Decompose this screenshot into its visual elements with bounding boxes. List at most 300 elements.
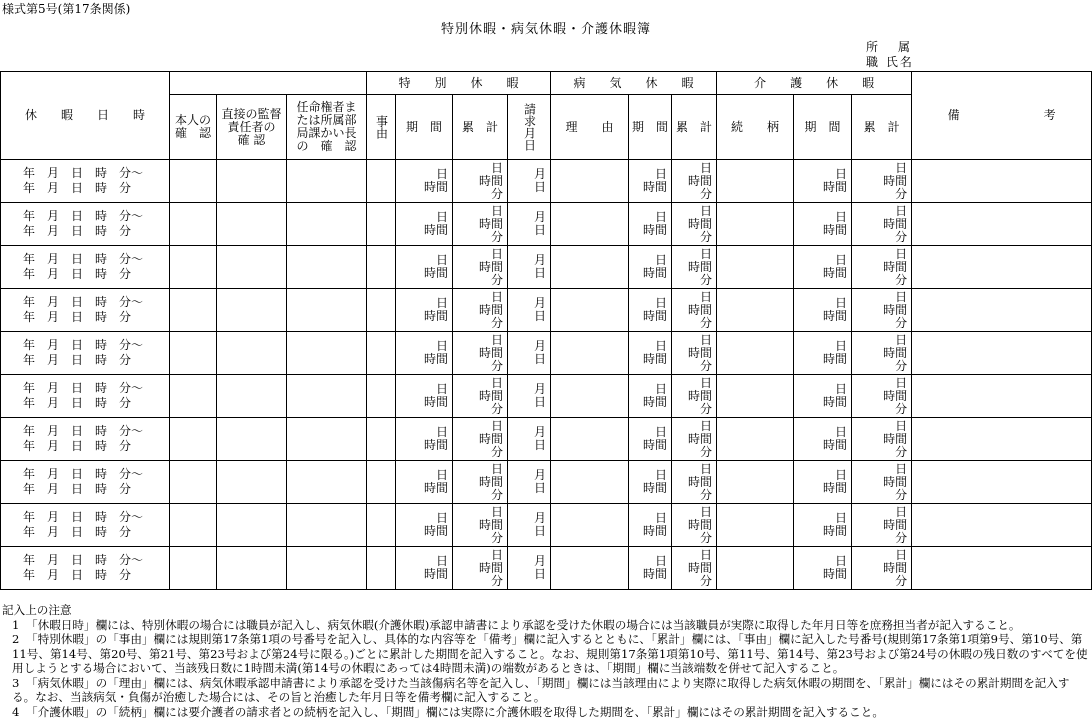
remarks-cell[interactable] <box>912 332 1092 375</box>
unit-hour_time: 時間 <box>424 180 449 194</box>
care-period-cell[interactable] <box>794 246 852 289</box>
unit-month: 月 <box>534 554 547 568</box>
appointer-confirm-cell[interactable] <box>287 160 367 203</box>
note-number: 3 <box>12 675 20 690</box>
datetime-from: 年 月 日 時 分～ <box>23 467 144 481</box>
appointer-confirm-cell[interactable] <box>287 375 367 418</box>
unit-hour_time: 時間 <box>688 474 713 489</box>
datetime-to: 年 月 日 時 分 <box>23 181 132 195</box>
sick-period-cell[interactable] <box>629 332 672 375</box>
self-confirm-cell[interactable] <box>170 418 217 461</box>
unit-day: 日 <box>700 461 713 476</box>
leave-datetime-cell[interactable] <box>1 418 170 461</box>
appointer-confirm-cell[interactable] <box>287 547 367 590</box>
special-period-cell[interactable] <box>396 418 453 461</box>
table-row <box>1 547 1092 590</box>
unit-hour_time: 時間 <box>424 352 449 366</box>
sick-period-cell[interactable] <box>629 461 672 504</box>
unit-month: 月 <box>534 210 547 224</box>
unit-day: 日 <box>700 375 713 390</box>
unit-hour_time: 時間 <box>424 481 449 495</box>
care-cumulative-cell-units <box>852 420 911 459</box>
header-special-cumulative: 累 計 <box>453 95 508 160</box>
sick-period-cell-units <box>629 383 671 409</box>
datetime-to: 年 月 日 時 分 <box>23 310 132 324</box>
care-period-cell[interactable] <box>794 289 852 332</box>
sick-cumulative-cell[interactable] <box>672 461 717 504</box>
care-period-cell[interactable] <box>794 332 852 375</box>
special-cumulative-cell-units <box>453 291 507 330</box>
special-cumulative-cell[interactable] <box>453 289 508 332</box>
care-cumulative-cell[interactable] <box>852 547 912 590</box>
appointer-confirm-cell[interactable] <box>287 461 367 504</box>
unit-minute: 分 <box>895 272 908 287</box>
sick-reason-cell[interactable] <box>551 203 629 246</box>
unit-day: 日 <box>436 425 449 439</box>
unit-minute: 分 <box>700 401 713 416</box>
special-cumulative-cell[interactable] <box>453 375 508 418</box>
supervisor-confirm-cell[interactable] <box>217 246 287 289</box>
datetime-from: 年 月 日 時 分～ <box>23 338 144 352</box>
unit-minute: 分 <box>491 573 504 588</box>
special-cumulative-cell[interactable] <box>453 504 508 547</box>
special-period-cell[interactable] <box>396 332 453 375</box>
unit-day: 日 <box>655 167 668 181</box>
datetime-to: 年 月 日 時 分 <box>23 267 132 281</box>
unit-day: 日 <box>655 382 668 396</box>
claim-month-day-cell[interactable] <box>508 289 551 332</box>
reason-code-cell[interactable] <box>367 332 396 375</box>
header-remarks: 備 考 <box>912 72 1092 160</box>
sick-period-cell[interactable] <box>629 418 672 461</box>
unit-day: 日 <box>835 511 848 525</box>
claim-month-day-cell[interactable] <box>508 461 551 504</box>
unit-day: 日 <box>436 167 449 181</box>
supervisor-confirm-cell[interactable] <box>217 375 287 418</box>
unit-day: 日 <box>700 547 713 562</box>
unit-day: 日 <box>835 554 848 568</box>
remarks-cell[interactable] <box>912 246 1092 289</box>
claim-month-day-cell[interactable] <box>508 160 551 203</box>
unit-minute: 分 <box>895 401 908 416</box>
special-period-cell[interactable] <box>396 504 453 547</box>
unit-hour_time: 時間 <box>479 259 504 274</box>
sick-cumulative-cell[interactable] <box>672 160 717 203</box>
appointer-confirm-cell[interactable] <box>287 246 367 289</box>
sick-reason-cell[interactable] <box>551 375 629 418</box>
care-cumulative-cell[interactable] <box>852 461 912 504</box>
datetime-from: 年 月 日 時 分～ <box>23 166 144 180</box>
appointer-confirm-cell[interactable] <box>287 332 367 375</box>
unit-hour_time: 時間 <box>883 216 908 231</box>
self-confirm-cell[interactable] <box>170 375 217 418</box>
care-period-cell[interactable] <box>794 461 852 504</box>
care-cumulative-cell-units <box>852 291 911 330</box>
unit-hour_time: 時間 <box>643 266 668 280</box>
unit-day: 日 <box>655 296 668 310</box>
unit-hour_time: 時間 <box>883 431 908 446</box>
sick-period-cell[interactable] <box>629 160 672 203</box>
special-period-cell[interactable] <box>396 203 453 246</box>
unit-hour_time: 時間 <box>688 431 713 446</box>
sick-reason-cell[interactable] <box>551 547 629 590</box>
sick-cumulative-cell[interactable] <box>672 547 717 590</box>
unit-hour_time: 時間 <box>479 216 504 231</box>
sick-cumulative-cell-units <box>672 248 716 287</box>
supervisor-confirm-cell[interactable] <box>217 203 287 246</box>
special-period-cell-units <box>396 512 452 538</box>
sick-reason-cell[interactable] <box>551 160 629 203</box>
care-relation-cell[interactable] <box>717 547 794 590</box>
care-period-cell[interactable] <box>794 418 852 461</box>
remarks-cell[interactable] <box>912 547 1092 590</box>
unit-hour_time: 時間 <box>424 266 449 280</box>
supervisor-confirm-cell[interactable] <box>217 332 287 375</box>
special-period-cell[interactable] <box>396 289 453 332</box>
leave-datetime-cell[interactable] <box>1 547 170 590</box>
datetime-to: 年 月 日 時 分 <box>23 482 132 496</box>
sick-period-cell[interactable] <box>629 289 672 332</box>
unit-minute: 分 <box>491 401 504 416</box>
unit-hour_time: 時間 <box>479 173 504 188</box>
remarks-cell[interactable] <box>912 418 1092 461</box>
unit-day: 日 <box>835 425 848 439</box>
care-period-cell[interactable] <box>794 203 852 246</box>
unit-hour_time: 時間 <box>424 395 449 409</box>
sick-cumulative-cell[interactable] <box>672 418 717 461</box>
claim-month-day-cell-units <box>508 469 550 495</box>
note-number: 1 <box>12 617 20 632</box>
claim-month-day-cell[interactable] <box>508 332 551 375</box>
care-relation-cell[interactable] <box>717 203 794 246</box>
unit-minute: 分 <box>895 573 908 588</box>
sick-reason-cell[interactable] <box>551 289 629 332</box>
header-appointer-confirm: 任命権者または所属部局課かい長の 確 認 <box>287 95 367 160</box>
care-relation-cell[interactable] <box>717 289 794 332</box>
care-cumulative-cell[interactable] <box>852 160 912 203</box>
leave-datetime-cell[interactable] <box>1 160 170 203</box>
unit-day: 日 <box>436 296 449 310</box>
sick-period-cell-units <box>629 426 671 452</box>
care-period-cell-units <box>794 297 851 323</box>
unit-minute: 分 <box>895 487 908 502</box>
reason-code-cell[interactable] <box>367 461 396 504</box>
unit-day: 日 <box>534 567 547 581</box>
unit-day: 日 <box>895 547 908 562</box>
unit-day: 日 <box>655 468 668 482</box>
care-relation-cell[interactable] <box>717 461 794 504</box>
leave-register-table <box>0 71 1092 590</box>
sick-period-cell[interactable] <box>629 504 672 547</box>
claim-month-day-cell[interactable] <box>508 504 551 547</box>
unit-month: 月 <box>534 296 547 310</box>
unit-minute: 分 <box>895 358 908 373</box>
leave-datetime-text <box>1 295 169 325</box>
datetime-to: 年 月 日 時 分 <box>23 353 132 367</box>
leave-datetime-text <box>1 338 169 368</box>
leave-datetime-cell[interactable] <box>1 461 170 504</box>
unit-minute: 分 <box>491 315 504 330</box>
unit-day: 日 <box>835 167 848 181</box>
leave-datetime-cell[interactable] <box>1 332 170 375</box>
care-period-cell-units <box>794 426 851 452</box>
special-period-cell[interactable] <box>396 246 453 289</box>
special-cumulative-cell[interactable] <box>453 461 508 504</box>
reason-code-cell[interactable] <box>367 418 396 461</box>
unit-hour_time: 時間 <box>643 309 668 323</box>
unit-day: 日 <box>491 332 504 347</box>
leave-datetime-cell[interactable] <box>1 246 170 289</box>
special-period-cell-units <box>396 254 452 280</box>
special-cumulative-cell[interactable] <box>453 332 508 375</box>
leave-datetime-cell[interactable] <box>1 203 170 246</box>
unit-day: 日 <box>835 339 848 353</box>
datetime-from: 年 月 日 時 分～ <box>23 510 144 524</box>
care-cumulative-cell[interactable] <box>852 203 912 246</box>
remarks-cell[interactable] <box>912 461 1092 504</box>
unit-day: 日 <box>491 504 504 519</box>
reason-code-cell[interactable] <box>367 504 396 547</box>
unit-hour_time: 時間 <box>424 438 449 452</box>
remarks-cell[interactable] <box>912 203 1092 246</box>
datetime-to: 年 月 日 時 分 <box>23 224 132 238</box>
leave-datetime-cell[interactable] <box>1 375 170 418</box>
claim-month-day-cell[interactable] <box>508 246 551 289</box>
self-confirm-cell[interactable] <box>170 547 217 590</box>
sick-period-cell[interactable] <box>629 375 672 418</box>
sick-reason-cell[interactable] <box>551 504 629 547</box>
leave-datetime-cell[interactable] <box>1 504 170 547</box>
unit-day: 日 <box>700 504 713 519</box>
unit-day: 日 <box>895 203 908 218</box>
unit-hour_time: 時間 <box>643 395 668 409</box>
special-period-cell-units <box>396 168 452 194</box>
care-relation-cell[interactable] <box>717 418 794 461</box>
supervisor-confirm-cell[interactable] <box>217 289 287 332</box>
special-period-cell[interactable] <box>396 547 453 590</box>
special-cumulative-cell[interactable] <box>453 246 508 289</box>
care-cumulative-cell[interactable] <box>852 504 912 547</box>
datetime-to: 年 月 日 時 分 <box>23 525 132 539</box>
unit-hour_time: 時間 <box>688 345 713 360</box>
sick-cumulative-cell[interactable] <box>672 332 717 375</box>
care-cumulative-cell[interactable] <box>852 246 912 289</box>
unit-day: 日 <box>491 375 504 390</box>
special-cumulative-cell[interactable] <box>453 418 508 461</box>
care-period-cell-units <box>794 469 851 495</box>
reason-code-cell[interactable] <box>367 246 396 289</box>
unit-hour_time: 時間 <box>643 567 668 581</box>
special-period-cell-units <box>396 555 452 581</box>
self-confirm-cell[interactable] <box>170 160 217 203</box>
reason-code-cell[interactable] <box>367 375 396 418</box>
unit-hour_time: 時間 <box>823 438 848 452</box>
unit-month: 月 <box>534 253 547 267</box>
care-cumulative-cell-units <box>852 549 911 588</box>
sick-cumulative-cell-units <box>672 205 716 244</box>
sick-cumulative-cell[interactable] <box>672 246 717 289</box>
claim-month-day-cell-units <box>508 383 550 409</box>
supervisor-confirm-cell[interactable] <box>217 504 287 547</box>
self-confirm-cell[interactable] <box>170 461 217 504</box>
special-period-cell[interactable] <box>396 375 453 418</box>
leave-datetime-text <box>1 209 169 239</box>
sick-cumulative-cell[interactable] <box>672 203 717 246</box>
unit-day: 日 <box>534 266 547 280</box>
unit-day: 日 <box>655 339 668 353</box>
special-period-cell[interactable] <box>396 461 453 504</box>
unit-day: 日 <box>895 246 908 261</box>
unit-minute: 分 <box>700 186 713 201</box>
sick-reason-cell[interactable] <box>551 246 629 289</box>
care-period-cell-units <box>794 383 851 409</box>
unit-minute: 分 <box>700 229 713 244</box>
remarks-cell[interactable] <box>912 160 1092 203</box>
claim-month-day-cell[interactable] <box>508 418 551 461</box>
remarks-cell[interactable] <box>912 375 1092 418</box>
unit-hour_time: 時間 <box>688 302 713 317</box>
unit-day: 日 <box>491 289 504 304</box>
special-cumulative-cell[interactable] <box>453 203 508 246</box>
care-cumulative-cell[interactable] <box>852 289 912 332</box>
sick-reason-cell[interactable] <box>551 461 629 504</box>
unit-hour_time: 時間 <box>643 180 668 194</box>
supervisor-confirm-cell[interactable] <box>217 461 287 504</box>
unit-day: 日 <box>534 352 547 366</box>
special-cumulative-cell-units <box>453 334 507 373</box>
special-cumulative-cell-units <box>453 377 507 416</box>
appointer-confirm-cell[interactable] <box>287 418 367 461</box>
unit-hour_time: 時間 <box>479 517 504 532</box>
sick-cumulative-cell-units <box>672 162 716 201</box>
unit-day: 日 <box>895 160 908 175</box>
unit-minute: 分 <box>700 315 713 330</box>
unit-minute: 分 <box>491 186 504 201</box>
reason-code-cell[interactable] <box>367 203 396 246</box>
care-cumulative-cell[interactable] <box>852 332 912 375</box>
sick-period-cell-units <box>629 168 671 194</box>
claim-month-day-cell[interactable] <box>508 375 551 418</box>
supervisor-confirm-cell[interactable] <box>217 160 287 203</box>
appointer-confirm-cell[interactable] <box>287 203 367 246</box>
care-relation-cell[interactable] <box>717 375 794 418</box>
self-confirm-cell[interactable] <box>170 332 217 375</box>
table-row <box>1 461 1092 504</box>
care-period-cell-units <box>794 340 851 366</box>
special-cumulative-cell[interactable] <box>453 160 508 203</box>
care-period-cell-units <box>794 168 851 194</box>
unit-day: 日 <box>534 395 547 409</box>
remarks-cell[interactable] <box>912 504 1092 547</box>
unit-hour_time: 時間 <box>823 309 848 323</box>
reason-code-cell[interactable] <box>367 289 396 332</box>
appointer-confirm-cell[interactable] <box>287 504 367 547</box>
unit-hour_time: 時間 <box>688 517 713 532</box>
special-period-cell-units <box>396 469 452 495</box>
care-relation-cell[interactable] <box>717 246 794 289</box>
leave-datetime-cell[interactable] <box>1 289 170 332</box>
header-confirm-group <box>170 72 367 95</box>
sick-cumulative-cell[interactable] <box>672 289 717 332</box>
self-confirm-cell[interactable] <box>170 504 217 547</box>
table-row <box>1 418 1092 461</box>
unit-day: 日 <box>491 461 504 476</box>
sick-cumulative-cell[interactable] <box>672 375 717 418</box>
sick-reason-cell[interactable] <box>551 418 629 461</box>
unit-day: 日 <box>895 289 908 304</box>
appointer-confirm-cell[interactable] <box>287 289 367 332</box>
care-period-cell[interactable] <box>794 375 852 418</box>
sick-period-cell[interactable] <box>629 246 672 289</box>
unit-hour_time: 時間 <box>479 388 504 403</box>
care-period-cell[interactable] <box>794 160 852 203</box>
unit-minute: 分 <box>491 444 504 459</box>
sick-cumulative-cell[interactable] <box>672 504 717 547</box>
sick-cumulative-cell-units <box>672 377 716 416</box>
datetime-from: 年 月 日 時 分～ <box>23 252 144 266</box>
special-period-cell-units <box>396 340 452 366</box>
special-cumulative-cell[interactable] <box>453 547 508 590</box>
unit-hour_time: 時間 <box>823 481 848 495</box>
notes-list <box>2 618 1090 720</box>
sick-reason-cell[interactable] <box>551 332 629 375</box>
unit-hour_time: 時間 <box>823 223 848 237</box>
self-confirm-cell[interactable] <box>170 289 217 332</box>
unit-day: 日 <box>655 425 668 439</box>
unit-hour_time: 時間 <box>688 173 713 188</box>
sick-period-cell[interactable] <box>629 547 672 590</box>
unit-day: 日 <box>491 246 504 261</box>
supervisor-confirm-cell[interactable] <box>217 418 287 461</box>
supervisor-confirm-cell[interactable] <box>217 547 287 590</box>
sick-period-cell[interactable] <box>629 203 672 246</box>
care-cumulative-cell-units <box>852 205 911 244</box>
self-confirm-cell[interactable] <box>170 203 217 246</box>
unit-hour_time: 時間 <box>479 474 504 489</box>
care-relation-cell[interactable] <box>717 160 794 203</box>
remarks-cell[interactable] <box>912 289 1092 332</box>
claim-month-day-cell-units <box>508 297 550 323</box>
reason-code-cell[interactable] <box>367 160 396 203</box>
unit-minute: 分 <box>491 229 504 244</box>
unit-hour_time: 時間 <box>823 180 848 194</box>
unit-day: 日 <box>895 461 908 476</box>
table-row <box>1 375 1092 418</box>
claim-month-day-cell[interactable] <box>508 203 551 246</box>
claim-month-day-cell[interactable] <box>508 547 551 590</box>
claim-month-day-cell-units <box>508 340 550 366</box>
header-sick-leave: 病 気 休 暇 <box>551 72 717 95</box>
care-cumulative-cell[interactable] <box>852 375 912 418</box>
unit-hour_time: 時間 <box>479 560 504 575</box>
unit-day: 日 <box>700 246 713 261</box>
special-period-cell[interactable] <box>396 160 453 203</box>
care-cumulative-cell[interactable] <box>852 418 912 461</box>
unit-month: 月 <box>534 167 547 181</box>
note-item <box>2 632 1090 676</box>
care-relation-cell[interactable] <box>717 504 794 547</box>
claim-month-day-cell-units <box>508 512 550 538</box>
unit-hour_time: 時間 <box>643 524 668 538</box>
care-period-cell-units <box>794 555 851 581</box>
care-period-cell[interactable] <box>794 504 852 547</box>
unit-day: 日 <box>436 253 449 267</box>
reason-code-cell[interactable] <box>367 547 396 590</box>
unit-day: 日 <box>534 524 547 538</box>
care-relation-cell[interactable] <box>717 332 794 375</box>
care-period-cell[interactable] <box>794 547 852 590</box>
self-confirm-cell[interactable] <box>170 246 217 289</box>
